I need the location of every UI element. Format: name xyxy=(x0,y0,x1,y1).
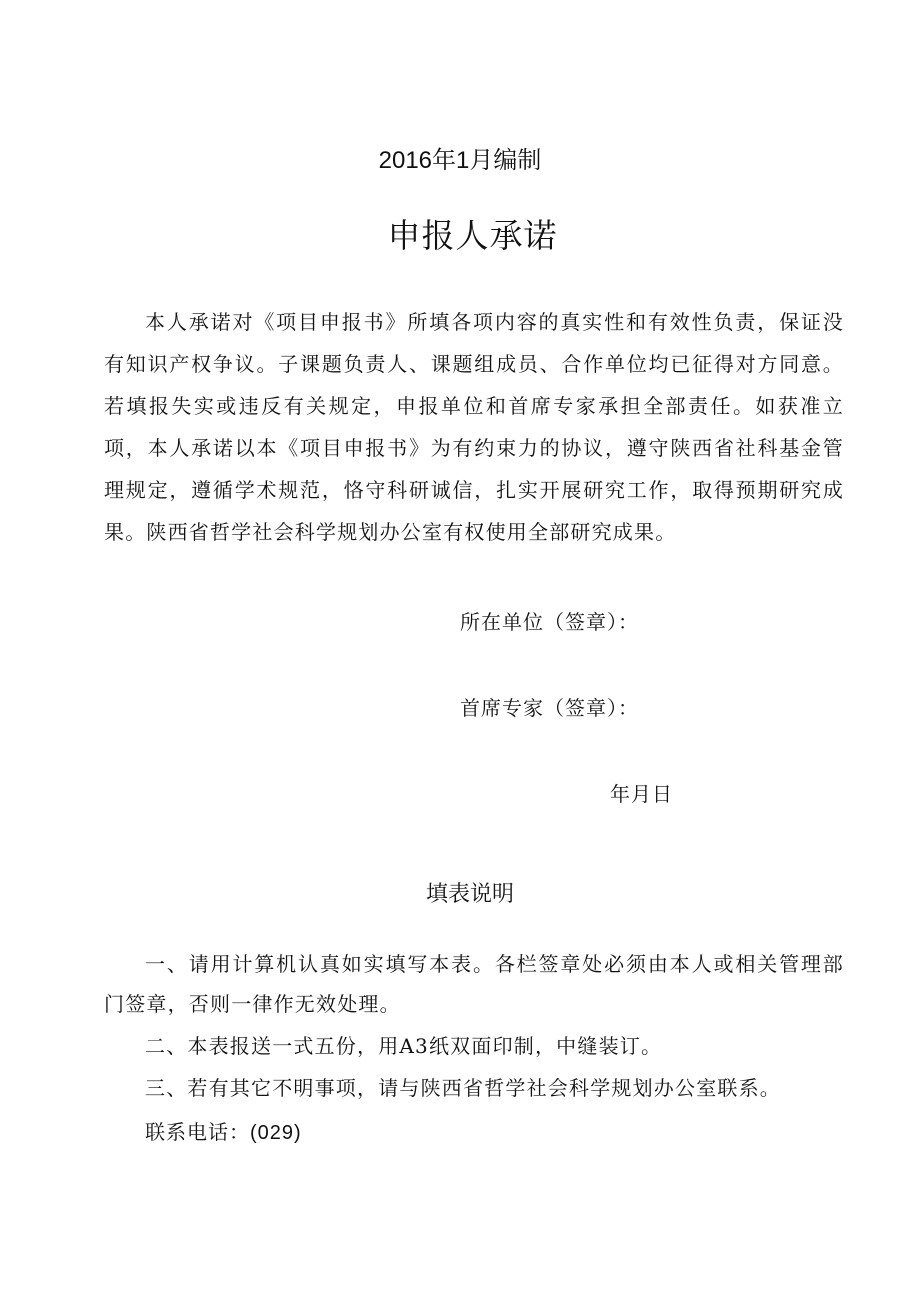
expert-signature-label: 首席专家（签章）： xyxy=(460,696,639,720)
compile-date: 2016年1月编制 xyxy=(378,147,542,174)
contact-value: (029) xyxy=(250,1122,302,1144)
instruction-item: 三、若有其它不明事项，请与陕西省哲学社会科学规划办公室联系。 xyxy=(145,1076,781,1100)
unit-signature-label: 所在单位（签章）： xyxy=(460,610,639,634)
pledge-body: 本人承诺对《项目申报书》所填各项内容的真实性和有效性负责，保证没有知识产权争议。子课题负责人、课题组成员、合作单位均已征得对方同意。若填报失实或违反有关规定，申报单位和首席专家承担全部责任。如获准立项，本人承诺以本《项目申报书》为有约束力的协议，遵守陕西省社科基金管理规定，遵循学术规范，恪守科研诚信，扎实开展研究工作，取得预期研究成果。陕西省哲学社会科学规划办公室有权使用全部研究成果。 xyxy=(104,310,844,544)
contact-phone xyxy=(145,1116,302,1145)
instructions-title: 填表说明 xyxy=(425,882,514,907)
signature-date-label: 年月日 xyxy=(610,782,673,806)
contact-label: 联系电话： xyxy=(145,1120,250,1144)
instruction-item: 一、请用计算机认真如实填写本表。各栏签章处必须由本人或相关管理部门签章，否则一律作无效处理。 xyxy=(104,952,844,1016)
instructions-list xyxy=(104,944,844,1110)
instruction-item: 二、本表报送一式五份，用A3纸双面印制，中缝装订。 xyxy=(145,1034,663,1058)
pledge-title: 申报人承诺 xyxy=(387,216,558,255)
